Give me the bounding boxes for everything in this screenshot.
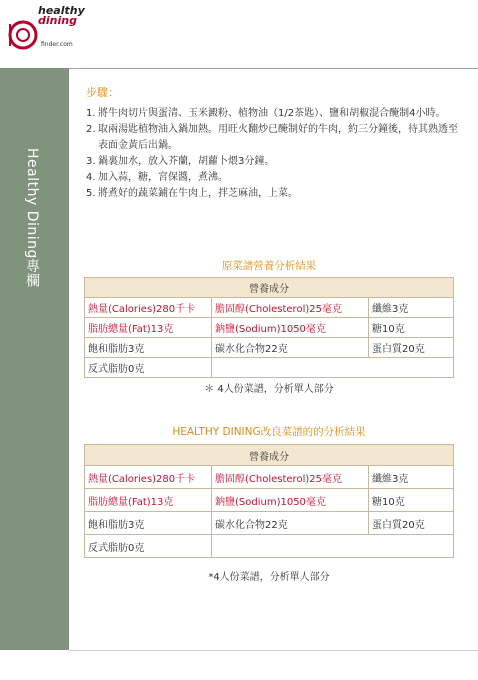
healthy-dining-logo: [6, 4, 85, 54]
table-row: 飽和脂肪3克 碳水化合物22克 蛋白質20克: [85, 338, 454, 358]
table-row: 脂肪總量(Fat)13克 鈉鹽(Sodium)1050毫克 糖10克: [85, 489, 454, 512]
bottom-divider: [69, 650, 478, 651]
table-row: 脂肪總量(Fat)13克 鈉鹽(Sodium)1050毫克 糖10克: [85, 318, 454, 338]
logo-plate-icon: [8, 20, 38, 50]
step-item: 1. 將牛肉切片與蛋清、玉米澱粉、植物油（1/2茶匙）、鹽和胡椒混合醃制4小時。: [86, 108, 446, 119]
logo-url: finder.com: [41, 41, 73, 48]
logo-wordmark: healthy dining: [38, 4, 85, 27]
steps-list: [86, 106, 461, 202]
sidebar-title: Healthy Dining專欄: [24, 148, 40, 288]
improved-analysis-title: HEALTHY DINING改良菜譜的的分析結果: [172, 426, 366, 438]
improved-nutrition-table: [84, 444, 454, 558]
table-row: 飽和脂肪3克 碳水化合物22克 蛋白質20克: [85, 512, 454, 535]
table-row: 反式脂肪0克: [85, 535, 454, 558]
step-item: 5. 將煮好的蔬菜鋪在牛肉上，拌芝麻油，上菜。: [86, 188, 298, 199]
table-header: 營養成分: [85, 445, 454, 466]
step-item: 2. 取兩湯匙植物油入鍋加熱。用旺火翻炒已醃制好的牛肉，約三分鐘後，待其熟透至表面金黃后出鍋。: [86, 124, 458, 151]
table-row: 反式脂肪0克: [85, 358, 454, 378]
table-row: 熱量(Calories)280千卡 膽固醇(Cholesterol)25毫克 纖維3克: [85, 298, 454, 318]
step-item: 3. 鍋裏加水，放入芥蘭，胡蘿卜煨3分鐘。: [86, 156, 275, 167]
table-header: 營養成分: [85, 278, 454, 298]
original-footnote: ＊ 4人份菜譜，分析單人部分: [204, 384, 334, 395]
sidebar: [0, 68, 69, 650]
step-item: 4. 加入蒜，糖，宮保醬，煮沸。: [86, 172, 228, 183]
improved-footnote: *4人份菜譜，分析單人部分: [208, 572, 330, 583]
table-row: 熱量(Calories)280千卡 膽固醇(Cholesterol)25毫克 纖維3克: [85, 466, 454, 489]
original-nutrition-table: [84, 277, 454, 378]
top-divider: [69, 68, 478, 69]
original-analysis-title: 原菜譜營養分析結果: [221, 260, 317, 272]
steps-heading: 步驟：: [86, 86, 119, 99]
